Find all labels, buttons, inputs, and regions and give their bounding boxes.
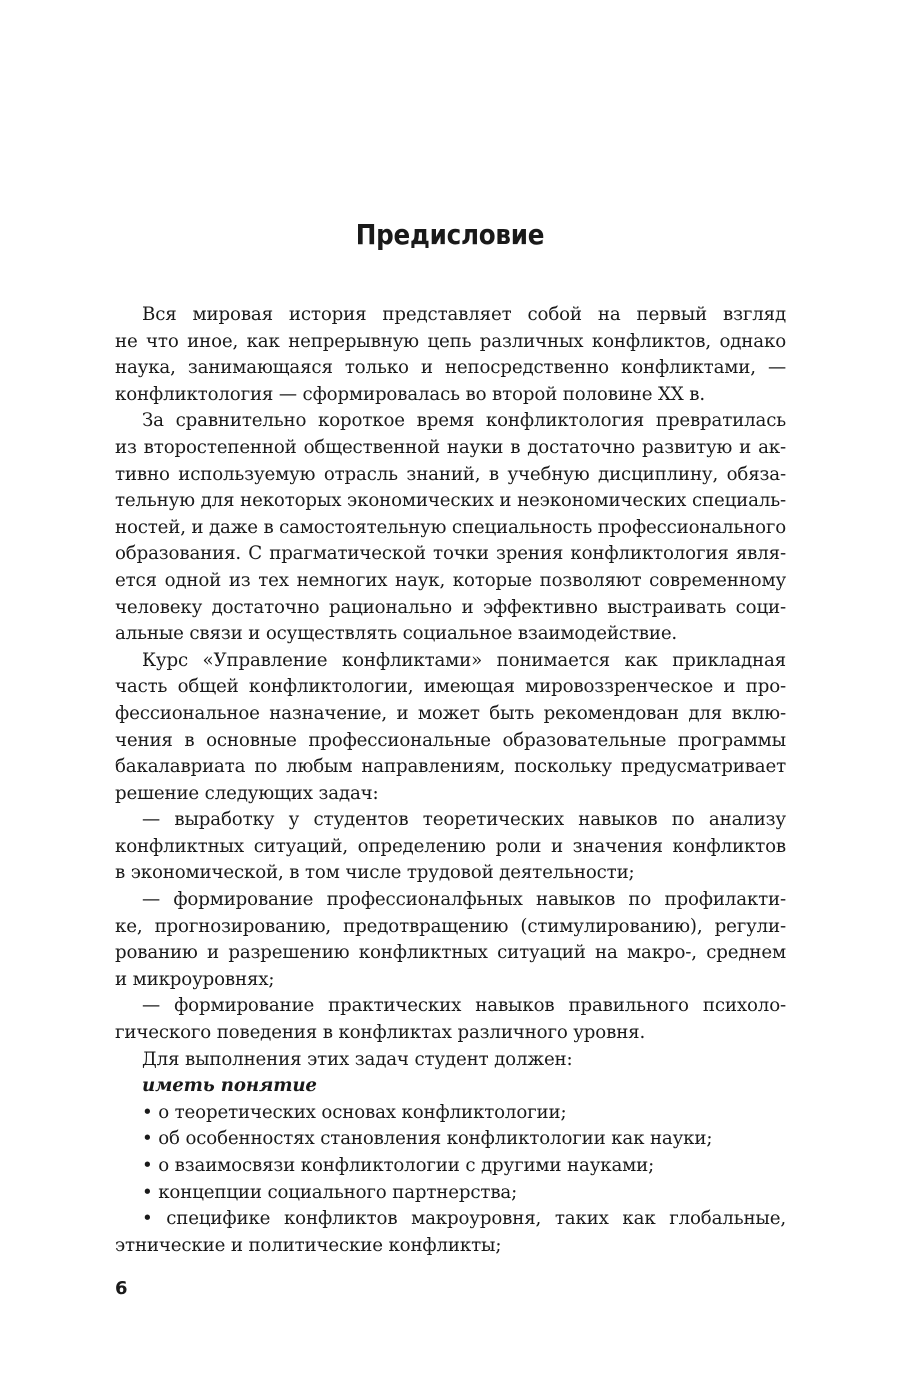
list-item: — выработку у студентов теоретических навыков по анализу [142, 809, 786, 831]
text-line: решение следующих задач: [115, 782, 379, 804]
text-line: конфликтных ситуаций, определению роли и значения конфликтов [115, 835, 786, 857]
text-line: человеку достаточно рационально и эффективно выстраивать соци- [115, 596, 786, 618]
text-line: гического поведения в конфликтах различного уровня. [115, 1022, 646, 1044]
text-line: За сравнительно короткое время конфликтология превратилась [142, 410, 786, 432]
text-line: этнические и политические конфликты; [115, 1234, 502, 1256]
text-line: из второстепенной общественной науки в достаточно развитую и ак- [115, 436, 786, 458]
bullet-item: • о теоретических основах конфликтологии; [142, 1101, 567, 1123]
text-line: образования. С прагматической точки зрения конфликтология явля- [115, 543, 786, 565]
list-item: — формирование профессионалфьных навыков по профилакти- [142, 889, 786, 911]
text-line: рованию и разрешению конфликтных ситуаций на макро-, среднем [115, 942, 786, 964]
text-line: ется одной из тех немногих наук, которые позволяют современному [115, 569, 786, 591]
text-line: не что иное, как непрерывную цепь различных конфликтов, однако [115, 330, 786, 352]
bullet-item: • концепции социального партнерства; [142, 1181, 518, 1203]
text-line: и микроуровнях; [115, 968, 275, 990]
text-line: Курс «Управление конфликтами» понимается как прикладная [142, 649, 786, 671]
page-title: Предисловие [355, 218, 545, 251]
body-text [115, 302, 786, 1259]
text-line: Вся мировая история представляет собой на первый взгляд [142, 304, 786, 325]
bullet-item: • о взаимосвязи конфликтологии с другими науками; [142, 1155, 655, 1176]
page-number: 6 [115, 1278, 128, 1299]
text-line: ке, прогнозированию, предотвращению (стимулированию), регули- [115, 915, 786, 937]
text-line: в экономической, в том числе трудовой деятельности; [115, 862, 635, 884]
text-line: часть общей конфликтологии, имеющая мировоззренческое и про- [115, 676, 786, 698]
list-item: — формирование практических навыков правильного психоло- [142, 995, 786, 1017]
text-line: бакалавриата по любым направлениям, поскольку предусматривает [115, 756, 786, 778]
text-line: Для выполнения этих задач студент должен: [142, 1048, 573, 1070]
bullet-item: • специфике конфликтов макроуровня, таких как глобальные, [142, 1208, 786, 1230]
text-line: альные связи и осуществлять социальное взаимодействие. [115, 623, 678, 645]
subheading: иметь понятие [142, 1075, 317, 1097]
text-line: фессиональное назначение, и может быть рекомендован для вклю- [115, 702, 786, 724]
text-line: наука, занимающаяся только и непосредственно конфликтами, — [115, 357, 786, 379]
text-line: чения в основные профессиональные образовательные программы [115, 729, 786, 751]
text-line: тивно используемую отрасль знаний, в учебную дисциплину, обяза- [115, 463, 786, 485]
text-line: тельную для некоторых экономических и неэкономических специаль- [115, 490, 786, 512]
text-line: ностей, и даже в самостоятельную специальность профессионального [115, 516, 786, 538]
text-line: конфликтология — сформировалась во второй половине XX в. [115, 383, 705, 405]
bullet-item: • об особенностях становления конфликтологии как науки; [142, 1128, 713, 1150]
